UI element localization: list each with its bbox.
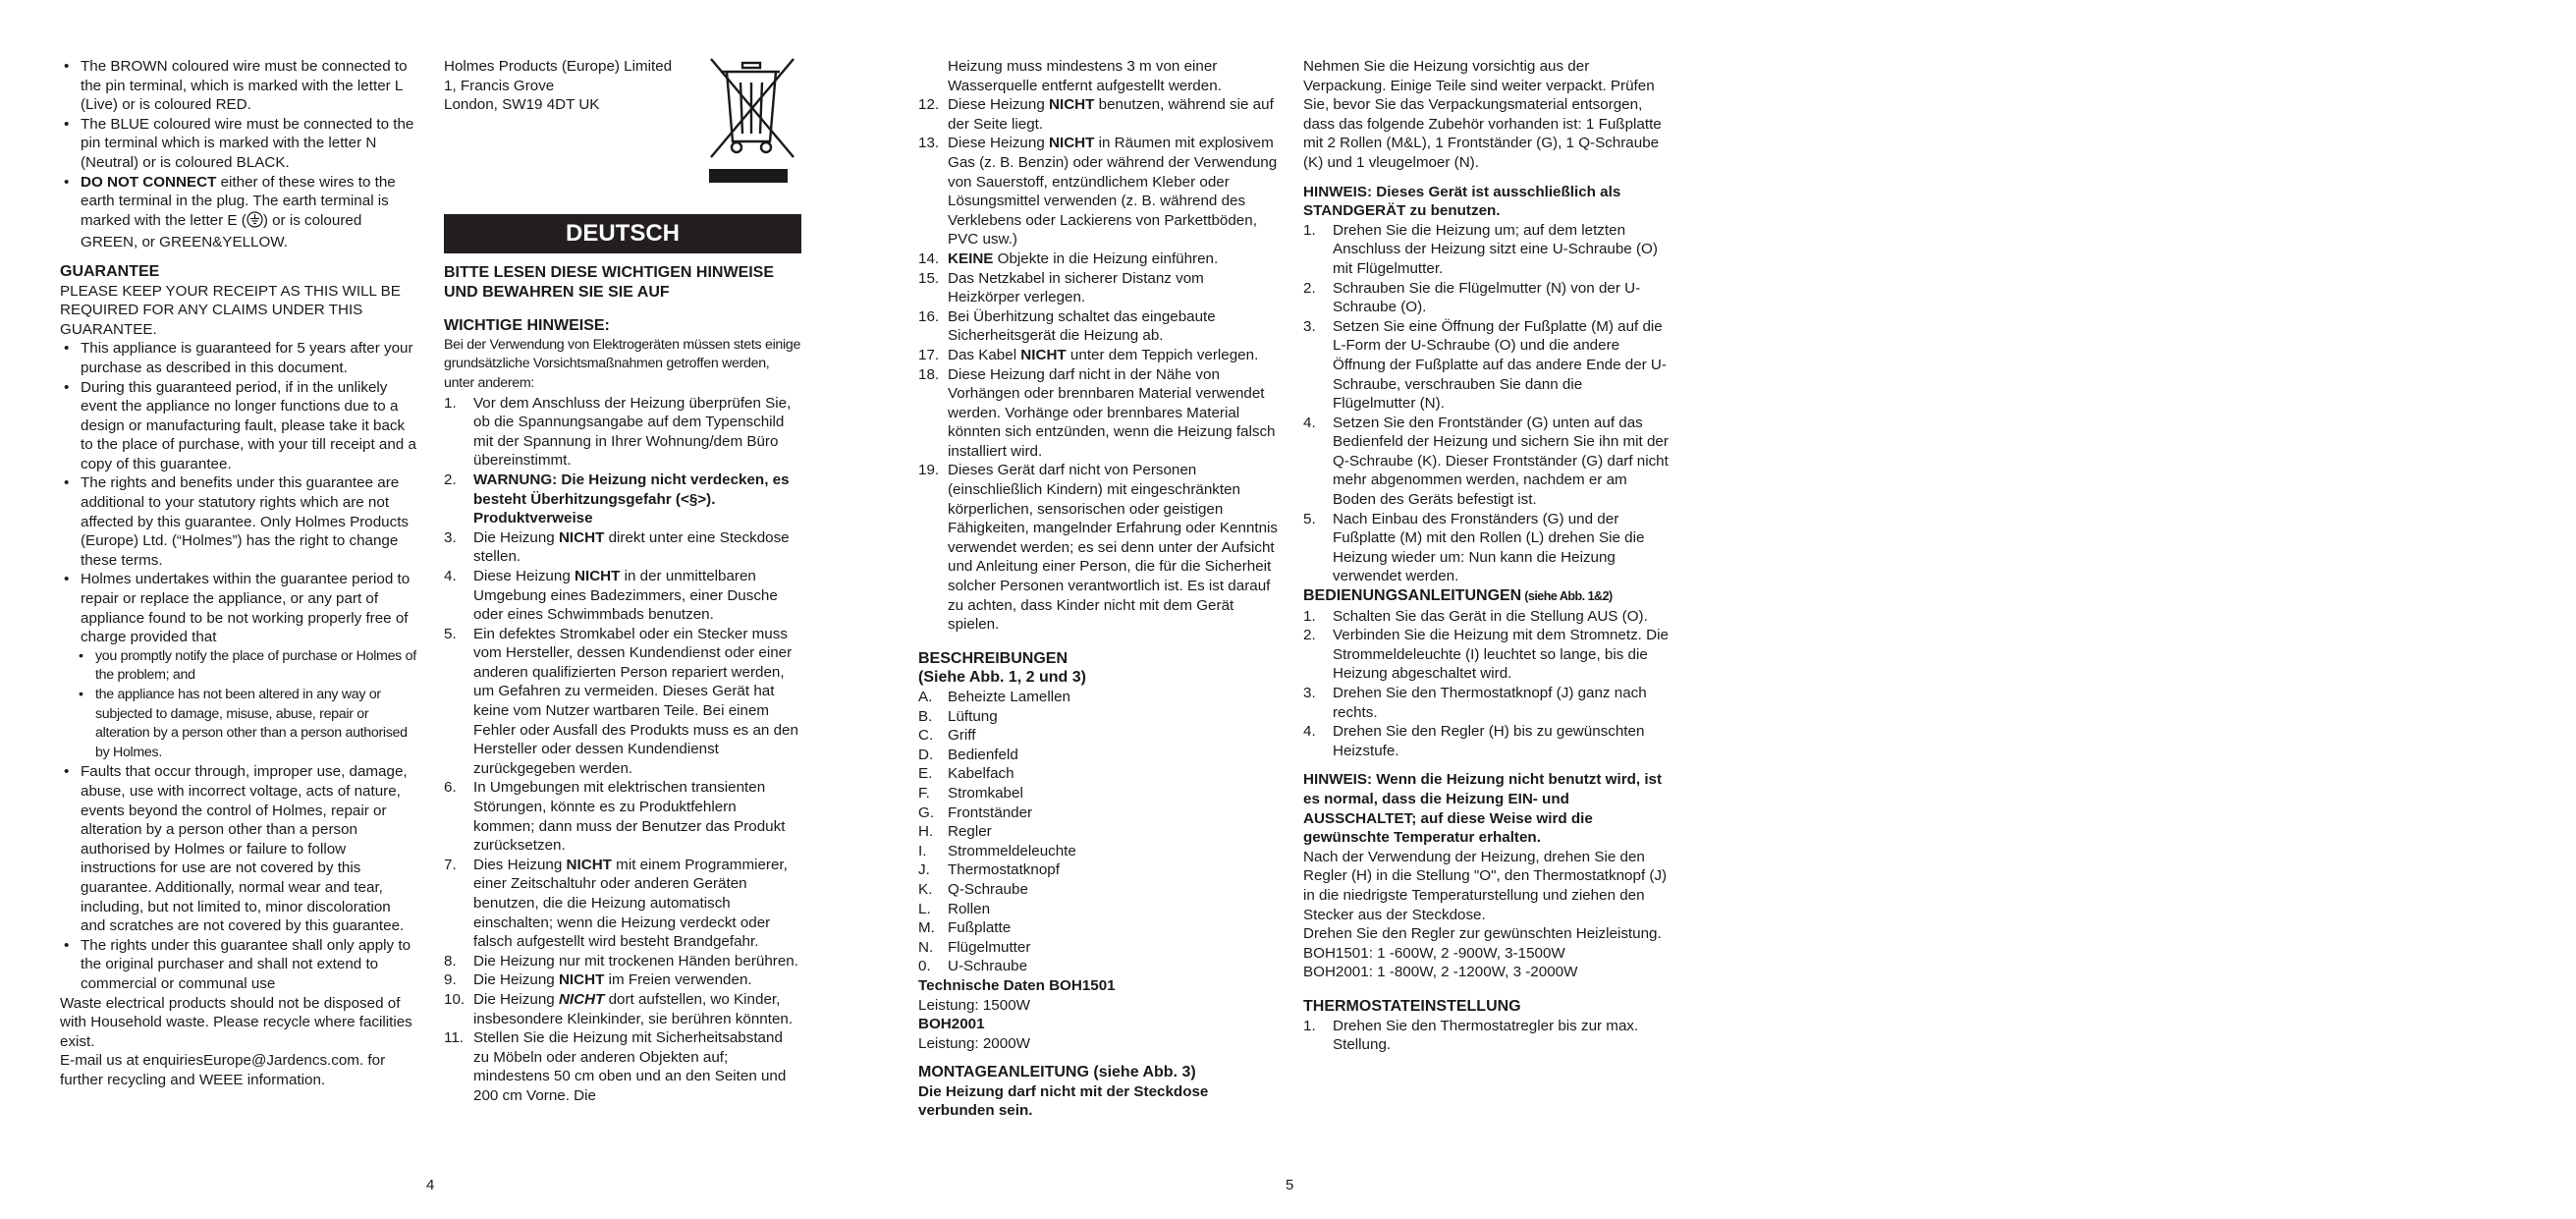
after-use-text: Nach der Verwendung der Heizung, drehen Sie den Regler (H) in die Stellung "O", den Thermostatknopf (J) in die niedrigste Temperaturstellung und ziehen den Stecker aus der Steckdose. xyxy=(1303,848,1668,923)
list-item: I. Strommeldeleuchte xyxy=(918,842,1076,859)
list-item: • During this guaranteed period, if in the unlikely event the appliance no longer functions due to a design or manufacturing fault, please take it back to the place of purchase, with your till receipt and a copy of this guarantee. xyxy=(60,378,416,474)
earth-symbol-icon xyxy=(247,211,263,234)
important-heading: WICHTIGE HINWEISE: xyxy=(444,317,610,335)
receipt-text: PLEASE KEEP YOUR RECEIPT AS THIS WILL BE REQUIRED FOR ANY CLAIMS UNDER THIS GUARANTEE. xyxy=(60,282,401,338)
page-number-left: 4 xyxy=(426,1177,435,1193)
list-item: G. Frontständer xyxy=(918,803,1033,821)
column-deutsch-1 xyxy=(444,57,801,1106)
list-item: 4. Setzen Sie den Frontständer (G) unten auf das Bedienfeld der Heizung und sichern Sie ihn mit der Q-Schraube (K). Dieser Frontständer (G) darf nicht mehr abgenommen werden, nachdem er am Boden des Geräts befestigt ist. xyxy=(1303,414,1669,509)
continued-text: Heizung muss mindestens 3 m von einer Wasserquelle entfernt aufgestellt werden. xyxy=(948,58,1222,94)
list-item: D. Bedienfeld xyxy=(918,746,1018,763)
list-item: 2. Verbinden Sie die Heizung mit dem Stromnetz. Die Strommeldeleuchte (I) leuchtet so lange, bis die Heizung abgeschaltet wird. xyxy=(1303,627,1669,683)
page-number-right: 5 xyxy=(1286,1177,1294,1193)
read-instructions-heading: BITTE LESEN DIESE WICHTIGEN HINWEISE UND BEWAHREN SIE SIE AUF xyxy=(444,264,775,301)
list-item: 4. Drehen Sie den Regler (H) bis zu gewünschten Heizstufe. xyxy=(1303,723,1645,759)
connect-text-b: ) or is coloured GREEN, or GREEN&YELLOW. xyxy=(81,211,362,251)
tech-power-1: Leistung: 1500W xyxy=(918,996,1030,1014)
list-item: • you promptly notify the place of purchase or Holmes of the problem; and xyxy=(60,647,416,686)
list-item: 8. Die Heizung nur mit trockenen Händen berühren. xyxy=(444,952,798,970)
list-item: M. Fußplatte xyxy=(918,919,1012,937)
list-item: J. Thermostatknopf xyxy=(918,861,1060,879)
mounting-warning: Die Heizung darf nicht mit der Steckdose verbunden sein. xyxy=(918,1082,1209,1120)
safety-list xyxy=(444,394,801,1106)
note-thermostat-cycling: HINWEIS: Wenn die Heizung nicht benutzt wird, ist es normal, dass die Heizung EIN- und AUSSCHALTET; auf diese Weise wird die gewünschte Temperatur erhalten. xyxy=(1303,771,1663,847)
list-item: • The BLUE coloured wire must be connected to the pin terminal which is marked with the letter N (Neutral) or is coloured BLACK. xyxy=(60,115,416,173)
list-item: 1. Drehen Sie die Heizung um; auf dem letzten Anschluss der Heizung sitzt eine U-Schraube (O) mit Flügelmutter. xyxy=(1303,221,1658,277)
guarantee-list xyxy=(60,339,416,647)
list-item: 1. Schalten Sie das Gerät in die Stellung AUS (O). xyxy=(1303,607,1648,625)
list-item: E. Kabelfach xyxy=(918,765,1014,783)
list-item: 6. In Umgebungen mit elektrischen transienten Störungen, könnte es zu Produktfehlern kommen; dann muss der Benutzer das Produkt zurücksetzen. xyxy=(444,779,786,855)
list-item: L. Rollen xyxy=(918,900,991,917)
list-item: • This appliance is guaranteed for 5 years after your purchase as described in this document. xyxy=(60,339,416,377)
guarantee-sub-list xyxy=(60,647,416,763)
tech-data-heading: Technische Daten BOH1501 xyxy=(918,976,1116,994)
list-item: 12. Diese Heizung NICHT benutzen, während sie auf der Seite liegt. xyxy=(918,96,1274,133)
list-item: 19. Dieses Gerät darf nicht von Personen (einschließlich Kindern) mit eingeschränkten körperlichen, sensorischen oder geistigen Fähigkeiten, mangelnder Erfahrung oder Kenntnis verwendet werden; es sei denn unter der Aufsicht und Anleitung einer Person, die für die Sicherheit solcher Personen verantwortlich ist. Es ist darauf zu achten, dass Kinder nicht mit dem Gerät spielen. xyxy=(918,462,1279,634)
list-item: A. Beheizte Lamellen xyxy=(918,689,1070,705)
intro-text: Bei der Verwendung von Elektrogeräten müssen stets einige grundsätzliche Vorsichtsmaßnahmen getroffen werden, unter anderem: xyxy=(444,336,801,391)
list-item: 17. Das Kabel NICHT unter dem Teppich verlegen. xyxy=(918,346,1259,363)
power-settings-boh1501: BOH1501: 1 -600W, 2 -900W, 3-1500W xyxy=(1303,944,1565,962)
assembly-steps xyxy=(1303,221,1669,586)
list-item: 2. WARNUNG: Die Heizung nicht verdecken, es besteht Überhitzungsgefahr (<§>). Produktverweise xyxy=(444,471,790,527)
list-item: C. Griff xyxy=(918,727,976,745)
list-item: • The BROWN coloured wire must be connected to the pin terminal, which is marked with the letter L (Live) or is coloured RED. xyxy=(60,57,416,115)
list-item: 1. Drehen Sie den Thermostatregler bis zur max. Stellung. xyxy=(1303,1017,1639,1054)
list-item: 11. Stellen Sie die Heizung mit Sicherheitsabstand zu Möbeln oder anderen Objekten auf; mindestens 50 cm oben und an den Seiten und 200 cm Vorne. Die xyxy=(444,1029,787,1104)
list-item: K. Q-Schraube xyxy=(918,880,1028,898)
email-text: E-mail us at enquiriesEurope@Jardencs.com. for further recycling and WEEE information. xyxy=(60,1052,386,1088)
guarantee-heading: GUARANTEE xyxy=(60,262,160,280)
list-item: F. Stromkabel xyxy=(918,784,1023,802)
tech-power-2: Leistung: 2000W xyxy=(918,1034,1030,1052)
weee-text: Waste electrical products should not be disposed of with Household waste. Please recycle where facilities exist. xyxy=(60,994,412,1050)
list-item: 3. Setzen Sie eine Öffnung der Fußplatte (M) auf die L-Form der U-Schraube (O) und die andere Öffnung der Fußplatte auf das andere Ende der U-Schraube, verschrauben Sie dann die Flügelmutter (N). xyxy=(1303,317,1667,413)
note-floor-only: HINWEIS: Dieses Gerät ist ausschließlich als STANDGERÄT zu benutzen. xyxy=(1303,183,1621,220)
thermostat-heading: THERMOSTATEINSTELLUNG xyxy=(1303,997,1521,1015)
address-line: London, SW19 4DT UK xyxy=(444,96,600,114)
list-item: 18. Diese Heizung darf nicht in der Nähe von Vorhängen oder brennbaren Material verwendet werden. Vorhänge oder brennbares Material könnten sich entzünden, wenn die Heizung falsch installiert wird. xyxy=(918,365,1276,460)
turn-regler-text: Drehen Sie den Regler zur gewünschten Heizleistung. xyxy=(1303,925,1662,943)
connect-text-a: either of these wires to the earth terminal in the plug. The earth terminal is marked with the letter E ( xyxy=(81,173,396,229)
list-item: • Holmes undertakes within the guarantee period to repair or replace the appliance, or any part of appliance found to be not working properly free of charge provided that xyxy=(60,570,416,646)
guarantee-list-2 xyxy=(60,762,416,993)
list-item: 5. Ein defektes Stromkabel oder ein Stecker muss vom Hersteller, dessen Kundendienst oder einer anderen qualifizierten Person repariert werden, um Gefahren zu vermeiden. Dieses Gerät hat keine vom Nutzer wartbaren Teile. Bei einem Fehler oder Ausfall des Produkts muss es an den Hersteller oder dessen Kundendienst zurückgegeben werden. xyxy=(444,625,798,777)
column-english-guarantee xyxy=(60,57,416,1089)
description-subheading: (Siehe Abb. 1, 2 und 3) xyxy=(918,669,1086,687)
wire-list xyxy=(60,57,416,252)
list-item: • the appliance has not been altered in any way or subjected to damage, misuse, abuse, repair or alteration by a person other than a person authorised by Holmes. xyxy=(60,686,416,762)
description-heading: BESCHREIBUNGEN xyxy=(918,649,1069,667)
parts-list xyxy=(918,688,1280,976)
list-item: 3. Die Heizung NICHT direkt unter eine Steckdose stellen. xyxy=(444,528,790,566)
language-banner: DEUTSCH xyxy=(444,214,801,253)
list-item: B. Lüftung xyxy=(918,707,998,725)
operation-steps xyxy=(1303,607,1669,761)
list-item: 10. Die Heizung NICHT dort aufstellen, wo Kinder, insbesondere Kleinkinder, sie berühren könnten. xyxy=(444,990,794,1027)
list-item: 2. Schrauben Sie die Flügelmutter (N) von der U-Schraube (O). xyxy=(1303,279,1641,316)
list-item: • Faults that occur through, improper use, damage, abuse, use with incorrect voltage, acts of nature, events beyond the control of Holmes, repair or alteration by a person other than a person authorised by Holmes or failure to follow instructions for use are not covered by this guarantee. Additionally, normal wear and tear, including, but not limited to, minor discoloration and scratches are not covered by this guarantee. xyxy=(60,762,416,935)
list-item: • The rights under this guarantee shall only apply to the original purchaser and shall not extend to commercial or communal use xyxy=(60,936,416,994)
operation-heading: BEDIENUNGSANLEITUNGEN (siehe Abb. 1&2) xyxy=(1303,587,1613,605)
list-item: 7. Dies Heizung NICHT mit einem Programmierer, einer Zeitschaltuhr oder anderen Geräten benutzen, die die Heizung automatisch einschalten; wenn die Heizung verdeckt oder falsch aufgestellt wird besteht Brandgefahr. xyxy=(444,856,788,951)
column-deutsch-3 xyxy=(1303,57,1669,1055)
list-item: 4. Diese Heizung NICHT in der unmittelbaren Umgebung eines Badezimmers, einer Dusche oder eines Schwimmbads benutzen. xyxy=(444,567,778,624)
list-item: 14. KEINE Objekte in die Heizung einführen. xyxy=(918,249,1219,267)
thermostat-steps xyxy=(1303,1017,1669,1055)
mounting-heading: MONTAGEANLEITUNG (siehe Abb. 3) xyxy=(918,1064,1196,1081)
list-item: 9. Die Heizung NICHT im Freien verwenden. xyxy=(444,971,752,989)
list-item: H. Regler xyxy=(918,823,992,841)
unpack-intro: Nehmen Sie die Heizung vorsichtig aus der Verpackung. Einige Teile sind weiter verpackt. Prüfen Sie, bevor Sie das Verpackungsmaterial entsorgen, dass das folgende Zubehör vorhanden ist: 1 Fußplatte mit 2 Rollen (M&L), 1 Frontständer (G), 1 Q-Schraube (K) und 1 vleugelmoer (N). xyxy=(1303,58,1662,171)
tech-model-2: BOH2001 xyxy=(918,1016,985,1033)
list-item: 5. Nach Einbau des Fronständers (G) und der Fußplatte (M) mit den Rollen (L) drehen Sie die Heizung wieder um: Nun kann die Heizung verwendet werden. xyxy=(1303,510,1645,585)
list-item: 0. U-Schraube xyxy=(918,958,1028,975)
list-item: 1. Vor dem Anschluss der Heizung überprüfen Sie, ob die Spannungsangabe auf dem Typenschild mit der Spannung in Ihrer Wohnung/dem Büro übereinstimmt. xyxy=(444,394,792,470)
column-deutsch-2 xyxy=(918,57,1280,1121)
weee-bin-icon xyxy=(705,55,799,187)
safety-list-2 xyxy=(918,95,1280,635)
list-item: 16. Bei Überhitzung schaltet das eingebaute Sicherheitsgerät die Heizung ab. xyxy=(918,307,1216,345)
list-item: N. Flügelmutter xyxy=(918,938,1031,956)
list-item xyxy=(60,173,416,252)
power-settings-boh2001: BOH2001: 1 -800W, 2 -1200W, 3 -2000W xyxy=(1303,964,1578,981)
address-line: 1, Francis Grove xyxy=(444,77,555,94)
list-item: 3. Drehen Sie den Thermostatknopf (J) ganz nach rechts. xyxy=(1303,685,1647,721)
list-item: • The rights and benefits under this guarantee are additional to your statutory rights which are not affected by this guarantee. Only Holmes Products (Europe) Ltd. (“Holmes”) has the right to change these terms. xyxy=(60,473,416,570)
list-item: 13. Diese Heizung NICHT in Räumen mit explosivem Gas (z. B. Benzin) oder während der Verwendung von Sauerstoff, entzündlichem Kleber oder Lösungsmittel verwenden (z. B. während des Verklebens oder Lackierens von Parkettböden, PVC usw.) xyxy=(918,135,1278,249)
list-item: 15. Das Netzkabel in sicherer Distanz vom Heizkörper verlegen. xyxy=(918,269,1204,306)
do-not-connect-label: DO NOT CONNECT xyxy=(81,173,217,191)
address-line: Holmes Products (Europe) Limited xyxy=(444,58,673,75)
